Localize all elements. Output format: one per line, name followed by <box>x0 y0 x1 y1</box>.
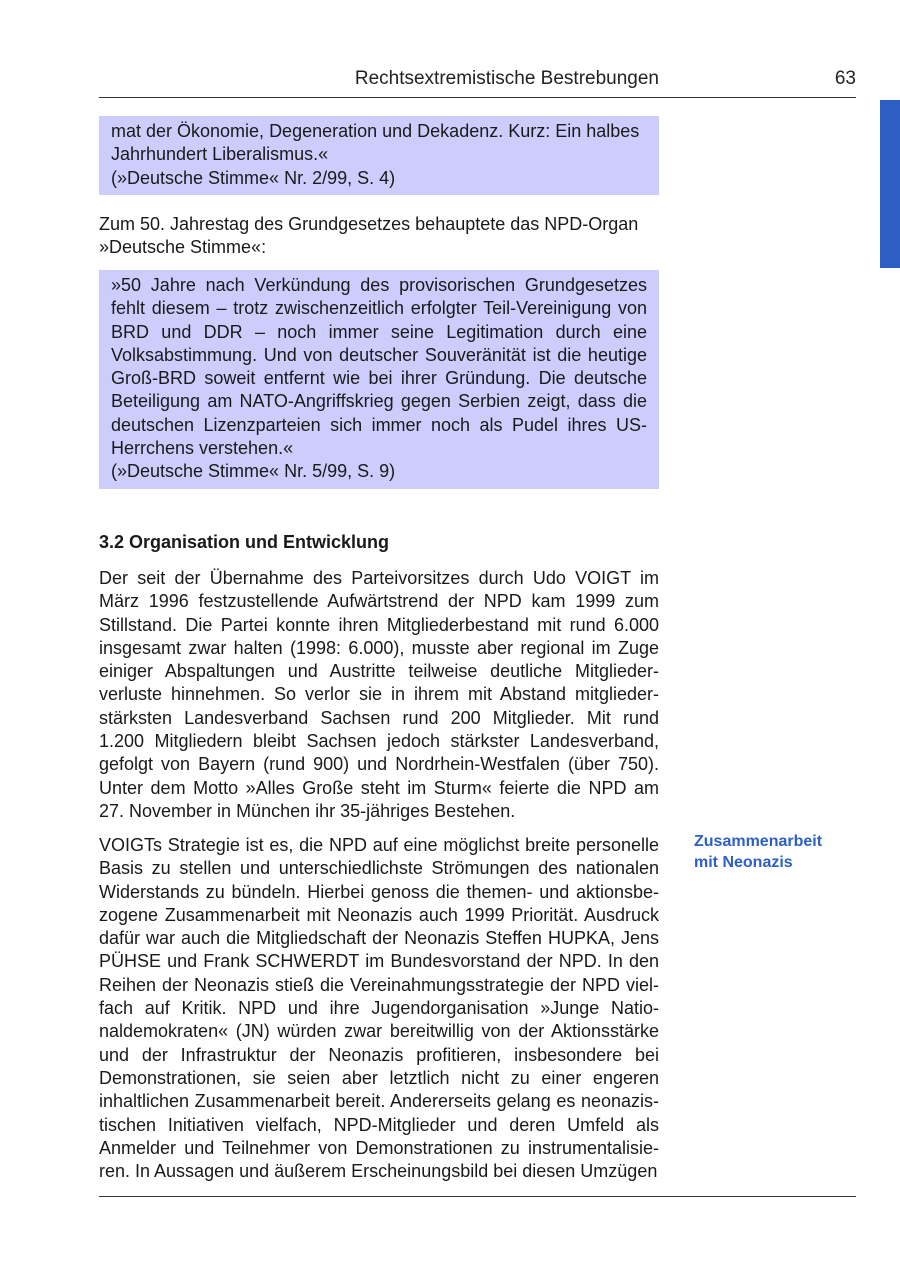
margin-note-line-2: mit Neonazis <box>694 854 793 871</box>
intro-paragraph: Zum 50. Jahrestag des Grundgesetzes behauptete das NPD-Organ »Deutsche Stimme«: <box>99 214 639 258</box>
quote-2-text: »50 Jahre nach Verkündung des provisorischen Grundgesetzes fehlt diesem – trotz zwischenzeitlich erfolgter Teil-Vereinigung von BRD und DDR – noch immer seine Legitimation durch eine Volksabstimmung. Und von deutscher Souveränität ist die heutige Groß-BRD soweit entfernt wie bei ihrer Gründung. Die deutsche Beteiligung am NATO-Angriffskrieg gegen Serbien zeigt, dass die deutschen Lizenzparteien sich immer noch als Pudel ihres US-Herrchens verstehen.« <box>111 275 647 459</box>
header-divider <box>99 97 856 98</box>
section-paragraph-1: Der seit der Übernahme des Parteivorsitzes durch Udo VOIGT im März 1996 festzustellende Aufwärtstrend der NPD kam 1999 zum Stillstand. Die Partei konnte ihren Mitgliederbestand mit rund 6.000 insgesamt zwar halten (1998: 6.000), musste aber regional im Zuge einiger Abspaltungen und Austritte teilweise deutliche Mitgliederverluste hinnehmen. So verlor sie in ihrem mit Abstand mitgliederstärksten Landesverband Sachsen rund 200 Mitglieder. Mit rund 1.200 Mitgliedern bleibt Sachsen jedoch stärkster Landesverband, gefolgt von Bayern (rund 900) und Nordrhein-Westfalen (über 750). Unter dem Motto »Alles Große steht im Sturm« feierte die NPD am 27. November in München ihr 35-jähriges Bestehen. <box>99 568 659 821</box>
margin-note <box>694 831 864 873</box>
footer-divider <box>99 1196 856 1197</box>
section-paragraph-2: VOIGTs Strategie ist es, die NPD auf eine möglichst breite personelle Basis zu stellen und unterschiedlichste Strömungen des nationalen Widerstands zu bündeln. Hierbei genoss die themen- und aktionsbezogene Zusammenarbeit mit Neonazis auch 1999 Priorität. Ausdruck dafür war auch die Mitgliedschaft der Neonazis Steffen HUPKA, Jens PÜHSE und Frank SCHWERDT im Bundesvorstand der NPD. In den Reihen der Neonazis stieß die Vereinahmungsstrategie der NPD vielfach auf Kritik. NPD und ihre Jugendorganisation »Junge Nationaldemokraten« (JN) würden zwar bereitwillig von der Aktionsstärke und der Infrastruktur der Neonazis profitieren, insbesondere bei Demonstrationen, sie seien aber letztlich nicht zu einer engeren inhaltlichen Zusammenarbeit bereit. Andererseits gelang es neonazistischen Initiativen vielfach, NPD-Mitglieder und deren Umfeld als Anmelder und Teilnehmer von Demonstrationen zu instrumentalisieren. In Aussagen und äußerem Erscheinungsbild bei diesen Umzügen <box>99 835 659 1182</box>
quote-1-source: (»Deutsche Stimme« Nr. 2/99, S. 4) <box>111 167 396 188</box>
margin-note-line-1: Zusammenarbeit <box>694 833 823 850</box>
running-header-title: Rechtsextremistische Bestrebungen <box>354 68 659 89</box>
chapter-tab-marker <box>880 100 900 268</box>
page-number: 63 <box>834 68 856 89</box>
quote-box-1 <box>99 116 659 195</box>
quote-1-text: mat der Ökonomie, Degeneration und Dekadenz. Kurz: Ein halbes Jahrhundert Liberalismus.« <box>111 121 640 165</box>
quote-2-source: (»Deutsche Stimme« Nr. 5/99, S. 9) <box>111 461 396 482</box>
section-heading: 3.2 Organisation und Entwicklung <box>99 532 390 552</box>
quote-box-2 <box>99 270 659 489</box>
